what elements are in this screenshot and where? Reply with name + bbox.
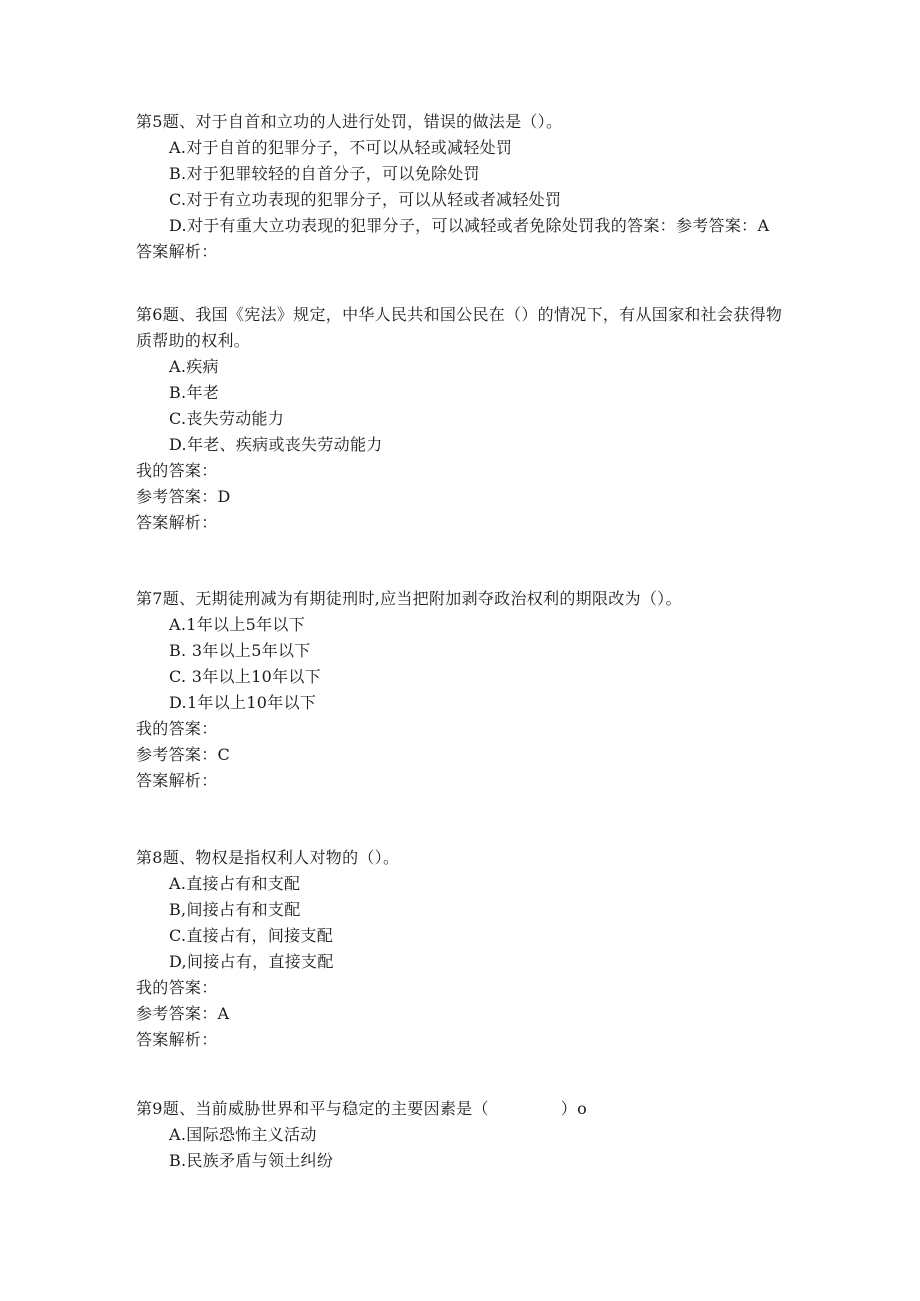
question-stem: 第8题、物权是指权利人对物的（）。 bbox=[136, 848, 400, 867]
question-stem: 第5题、对于自首和立功的人进行处罚，错误的做法是（）。 bbox=[136, 112, 563, 131]
question-stem: 第7题、无期徒刑减为有期徒刑时,应当把附加剥夺政治权利的期限改为（）。 bbox=[136, 589, 682, 608]
my-answer-label: 我的答案： bbox=[136, 978, 218, 997]
option-a: A.国际恐怖主义活动 bbox=[169, 1125, 317, 1144]
question-9 bbox=[136, 1096, 796, 1174]
option-a: A.对于自首的犯罪分子，不可以从轻或减轻处罚 bbox=[169, 138, 513, 157]
option-d: D.年老、疾病或丧失劳动能力 bbox=[169, 435, 383, 454]
question-8 bbox=[136, 845, 796, 1053]
question-stem-prefix: 第9题、当前威胁世界和平与稳定的主要因素是（ bbox=[136, 1099, 489, 1118]
option-a: A.疾病 bbox=[169, 357, 219, 376]
option-c: C.对于有立功表现的犯罪分子，可以从轻或者减轻处罚 bbox=[169, 190, 562, 209]
question-7 bbox=[136, 586, 796, 794]
option-d: D.1年以上10年以下 bbox=[169, 693, 317, 712]
reference-answer: 参考答案：D bbox=[136, 487, 231, 506]
option-a: A.直接占有和支配 bbox=[169, 874, 301, 893]
question-5 bbox=[136, 109, 796, 265]
option-a: A.1年以上5年以下 bbox=[169, 615, 306, 634]
option-d: D.对于有重大立功表现的犯罪分子，可以减轻或者免除处罚我的答案：参考答案：A bbox=[169, 216, 770, 235]
reference-answer: 参考答案：C bbox=[136, 745, 231, 764]
question-stem bbox=[136, 1096, 796, 1122]
question-stem: 第6题、我国《宪法》规定，中华人民共和国公民在（）的情况下，有从国家和社会获得物质帮助的权利。 bbox=[136, 305, 783, 350]
option-b: B.对于犯罪较轻的自首分子，可以免除处罚 bbox=[169, 164, 480, 183]
option-c: C.丧失劳动能力 bbox=[169, 409, 285, 428]
option-b: B,间接占有和支配 bbox=[169, 900, 301, 919]
answer-analysis-label: 答案解析： bbox=[136, 513, 218, 532]
answer-analysis-label: 答案解析： bbox=[136, 242, 218, 261]
question-stem-suffix: ）o bbox=[560, 1099, 588, 1118]
option-d: D,间接占有，直接支配 bbox=[169, 952, 334, 971]
answer-analysis-label: 答案解析： bbox=[136, 1030, 218, 1049]
option-c: C.直接占有，间接支配 bbox=[169, 926, 334, 945]
reference-answer: 参考答案：A bbox=[136, 1004, 230, 1023]
my-answer-label: 我的答案： bbox=[136, 461, 218, 480]
option-b: B. 3年以上5年以下 bbox=[169, 641, 311, 660]
option-b: B.民族矛盾与领土纠纷 bbox=[169, 1151, 334, 1170]
option-b: B.年老 bbox=[169, 383, 220, 402]
answer-analysis-label: 答案解析： bbox=[136, 771, 218, 790]
option-c: C. 3年以上10年以下 bbox=[169, 667, 321, 686]
my-answer-label: 我的答案： bbox=[136, 719, 218, 738]
question-6 bbox=[136, 302, 796, 536]
